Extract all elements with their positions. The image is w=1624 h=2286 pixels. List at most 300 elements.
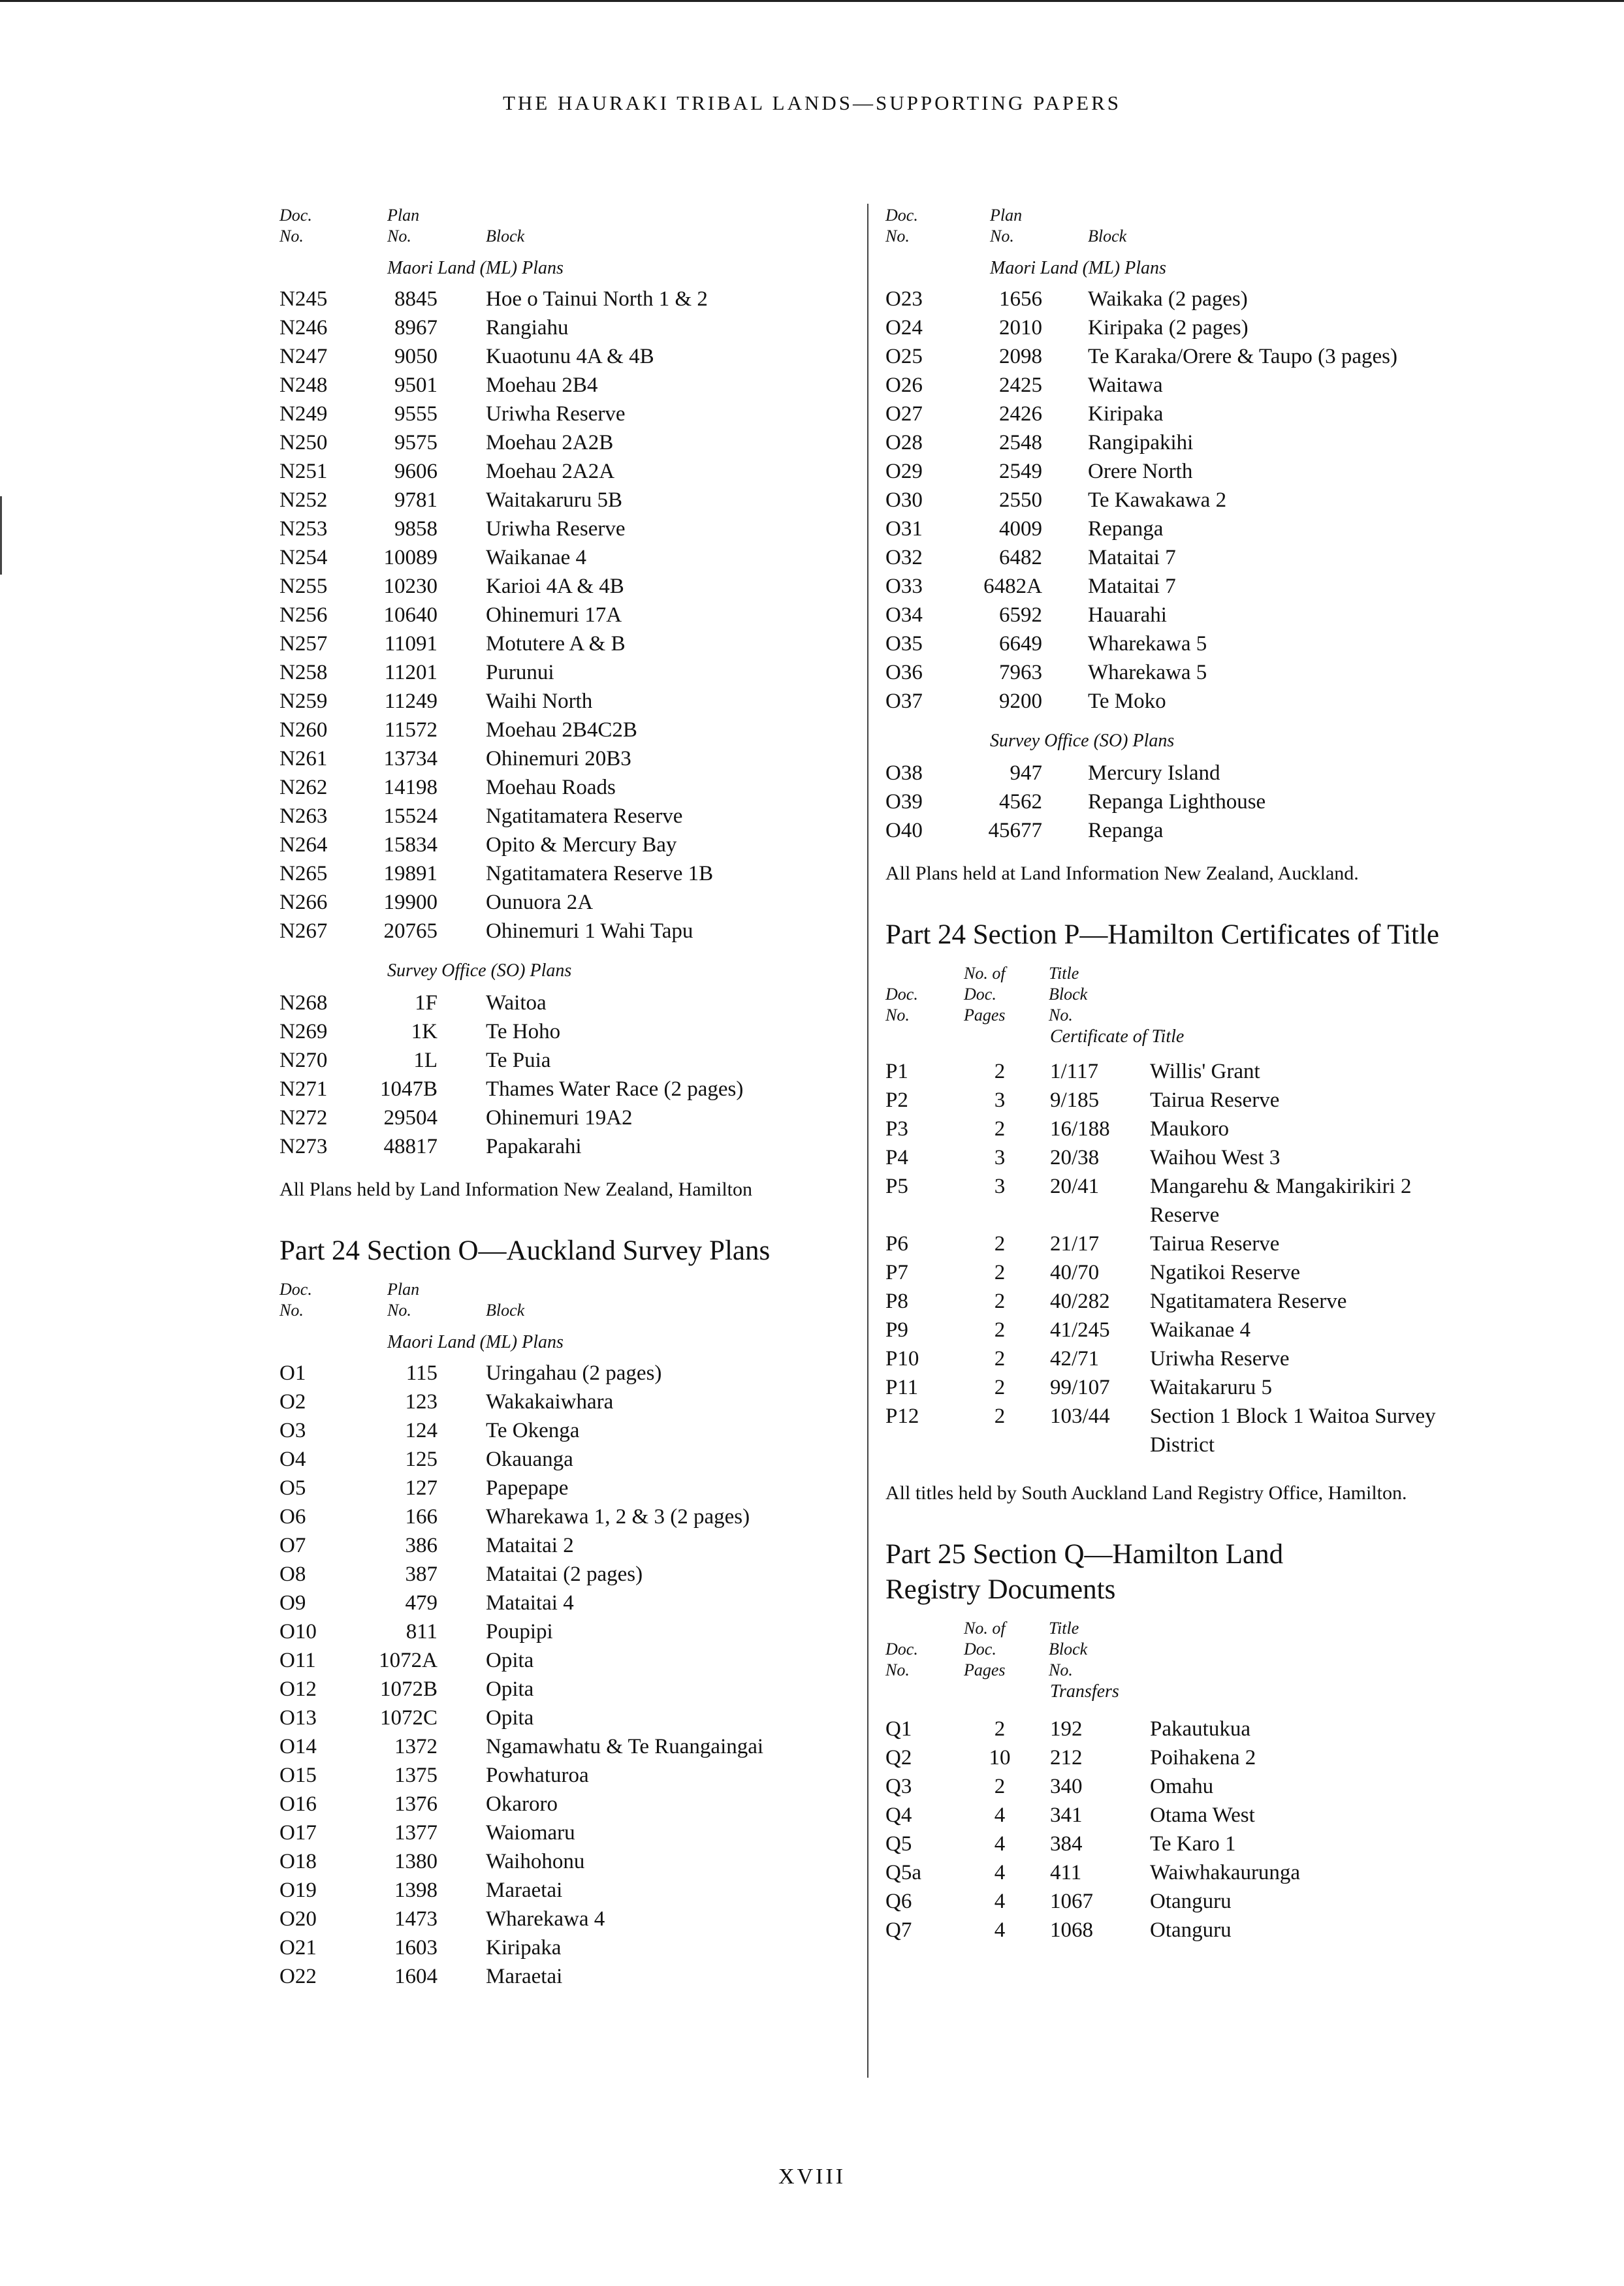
table-row [885, 1258, 1486, 1287]
page-count: 3 [994, 1088, 1006, 1112]
page-count: 2 [994, 1775, 1006, 1798]
table-row [279, 1675, 867, 1704]
title-name: Waihou West 3 [1150, 1146, 1281, 1169]
doc-number: O38 [885, 761, 923, 785]
doc-number: O13 [279, 1706, 317, 1730]
block-name: Okaroro [486, 1792, 558, 1816]
block-name: Orere North [1088, 460, 1193, 483]
block-name: Te Kawakawa 2 [1088, 488, 1227, 512]
block-name: Waihi North [486, 690, 593, 713]
plan-number: 15834 [383, 833, 438, 857]
plan-number: 386 [405, 1534, 438, 1557]
doc-number: O15 [279, 1764, 317, 1787]
plan-number: 11091 [384, 632, 438, 656]
title-block-number: 1/117 [1050, 1060, 1098, 1083]
table-row [885, 687, 1486, 716]
block-name: Repanga [1088, 819, 1164, 842]
doc-number: O22 [279, 1965, 317, 1988]
title-name: Section 1 Block 1 Waitoa Survey [1150, 1405, 1436, 1428]
doc-number: N263 [279, 804, 328, 828]
doc-number: O35 [885, 632, 923, 656]
plan-number: 387 [405, 1563, 438, 1586]
doc-number: O34 [885, 603, 923, 627]
plan-number: 9781 [394, 488, 438, 512]
table-row [279, 1388, 867, 1416]
title-name: Maukoro [1150, 1117, 1229, 1141]
title-name: Waitakaruru 5 [1150, 1376, 1273, 1399]
block-name: Moehau 2B4C2B [486, 718, 637, 742]
doc-number: O32 [885, 546, 923, 569]
block-name: Te Hoho [486, 1020, 561, 1043]
doc-number: N256 [279, 603, 328, 627]
table-row [885, 816, 1486, 845]
ml-plans-label: Maori Land (ML) Plans [387, 1332, 564, 1352]
block-name: Rangipakihi [1088, 431, 1194, 454]
doc-number: N259 [279, 690, 328, 713]
plan-number: 9555 [394, 402, 438, 426]
table-row [885, 342, 1486, 371]
table-row [279, 989, 867, 1017]
plan-number: 45677 [988, 819, 1042, 842]
plan-number: 127 [405, 1476, 438, 1500]
doc-number: O29 [885, 460, 923, 483]
title-block-number: 192 [1050, 1717, 1083, 1741]
table-row [279, 888, 867, 917]
block-name: Karioi 4A & 4B [486, 575, 624, 598]
table-row [279, 572, 867, 601]
doc-number: P9 [885, 1318, 908, 1342]
plan-number: 10089 [383, 546, 438, 569]
table-row [885, 313, 1486, 342]
doc-number: O6 [279, 1505, 306, 1529]
title-block-number: 40/70 [1050, 1261, 1100, 1284]
doc-number: N271 [279, 1077, 328, 1101]
doc-number: P6 [885, 1232, 908, 1256]
table-row [279, 515, 867, 543]
block-name: Repanga Lighthouse [1088, 790, 1266, 814]
plan-number: 6482A [983, 575, 1042, 598]
block-name: Ounuora 2A [486, 891, 594, 914]
doc-number: N261 [279, 747, 328, 770]
title-block-number: 1068 [1050, 1918, 1093, 1942]
block-name: Te Puia [486, 1049, 551, 1072]
block-name: Mataitai (2 pages) [486, 1563, 643, 1586]
block-name: Waitakaruru 5B [486, 488, 623, 512]
doc-number: O14 [279, 1735, 317, 1758]
page-number: XVIII [778, 2165, 846, 2189]
title-block-number: 20/41 [1050, 1175, 1100, 1198]
plan-number: 1F [415, 991, 438, 1015]
section-q-header [885, 1617, 1486, 1682]
plan-number: 9606 [394, 460, 438, 483]
title-name: Pakautukua [1150, 1717, 1250, 1741]
plan-number: 4009 [999, 517, 1042, 541]
doc-number: O21 [279, 1936, 317, 1960]
plan-number: 947 [1010, 761, 1042, 785]
plan-number: 1473 [394, 1907, 438, 1931]
doc-number: O28 [885, 431, 923, 454]
title-block-number: 40/282 [1050, 1290, 1110, 1313]
table-row [885, 601, 1486, 629]
plan-number: 1398 [394, 1879, 438, 1902]
table-row [279, 1103, 867, 1132]
doc-number: P2 [885, 1088, 908, 1112]
block-name: Opito & Mercury Bay [486, 833, 677, 857]
section-o-cont-so-rows [885, 759, 1486, 845]
block-name: Waitawa [1088, 373, 1163, 397]
doc-number: N268 [279, 991, 328, 1015]
plan-number: 1072B [379, 1677, 438, 1701]
table-row [279, 658, 867, 687]
title-name: Ngatitamatera Reserve [1150, 1290, 1347, 1313]
page-count: 4 [994, 1803, 1006, 1827]
block-name: Wharekawa 1, 2 & 3 (2 pages) [486, 1505, 750, 1529]
table-row [885, 1373, 1486, 1402]
block-name: Powhaturoa [486, 1764, 589, 1787]
block-name: Te Karaka/Orere & Taupo (3 pages) [1088, 345, 1397, 368]
section-n-ml-rows [279, 285, 867, 945]
plan-number: 14198 [383, 776, 438, 799]
doc-number: O7 [279, 1534, 306, 1557]
section-p-header [885, 962, 1486, 1027]
certificate-label: Certificate of Title [1050, 1026, 1185, 1047]
block-name: Ohinemuri 20B3 [486, 747, 631, 770]
table-row [279, 859, 867, 888]
doc-number: P1 [885, 1060, 908, 1083]
section-o-cont-header [885, 204, 1486, 249]
page-count: 2 [994, 1405, 1006, 1428]
table-row [279, 428, 867, 457]
plan-number: 1380 [394, 1850, 438, 1873]
plan-number: 1375 [394, 1764, 438, 1787]
doc-pages-header: No. of Doc. Pages [964, 1619, 1006, 1679]
doc-number: Q6 [885, 1890, 912, 1913]
block-name: Te Okenga [486, 1419, 580, 1442]
block-name: Kiripaka [486, 1936, 562, 1960]
plan-number: 10640 [383, 603, 438, 627]
doc-number: N262 [279, 776, 328, 799]
plan-number: 124 [405, 1419, 438, 1442]
title-block-number: 9/185 [1050, 1088, 1100, 1112]
title-block-number: 42/71 [1050, 1347, 1100, 1371]
section-n-so-rows [279, 989, 867, 1161]
plan-number: 1656 [999, 287, 1042, 311]
title-name: Tairua Reserve [1150, 1232, 1280, 1256]
plan-number: 1604 [394, 1965, 438, 1988]
page-count: 2 [994, 1060, 1006, 1083]
title-block-number: 341 [1050, 1803, 1083, 1827]
table-row [885, 1715, 1486, 1743]
doc-number: O17 [279, 1821, 317, 1845]
plan-number: 9050 [394, 345, 438, 368]
block-name: Moehau 2A2B [486, 431, 614, 454]
table-row [279, 486, 867, 515]
doc-number: N254 [279, 546, 328, 569]
section-n-table [279, 204, 867, 1203]
plan-number: 1K [411, 1020, 438, 1043]
plan-number: 8845 [394, 287, 438, 311]
doc-number: P12 [885, 1405, 919, 1428]
table-row [279, 1933, 867, 1962]
block-header: Block [486, 227, 525, 246]
table-row [885, 515, 1486, 543]
block-name: Uriwha Reserve [486, 402, 626, 426]
block-name: Wharekawa 5 [1088, 661, 1207, 684]
section-o-header [279, 1278, 867, 1324]
doc-number: O30 [885, 488, 923, 512]
plan-number: 9575 [394, 431, 438, 454]
title-block-number: 1067 [1050, 1890, 1093, 1913]
table-row [279, 1474, 867, 1502]
plan-number: 48817 [383, 1135, 438, 1158]
title-name: Otanguru [1150, 1890, 1232, 1913]
plan-number: 479 [405, 1591, 438, 1615]
block-name: Wharekawa 4 [486, 1907, 605, 1931]
plan-number: 2425 [999, 373, 1042, 397]
plan-number: 2549 [999, 460, 1042, 483]
table-row [279, 1790, 867, 1818]
table-row [885, 1830, 1486, 1858]
doc-no-header: Doc. No. [885, 1640, 918, 1679]
table-row [279, 1017, 867, 1046]
doc-number: N272 [279, 1106, 328, 1130]
table-row [279, 744, 867, 773]
doc-number: O25 [885, 345, 923, 368]
plan-number: 6649 [999, 632, 1042, 656]
title-name: Omahu [1150, 1775, 1214, 1798]
page-count: 4 [994, 1861, 1006, 1884]
plan-number: 9858 [394, 517, 438, 541]
section-o-heading: Part 24 Section O—Auckland Survey Plans [279, 1235, 771, 1266]
plan-number: 1072A [379, 1649, 438, 1672]
section-o-rows [279, 1359, 867, 1991]
section-q-rows [885, 1715, 1486, 1945]
block-name: Ngamawhatu & Te Ruangaingai [486, 1735, 764, 1758]
plan-number: 1376 [394, 1792, 438, 1816]
block-name: Waihohonu [486, 1850, 585, 1873]
doc-number: O19 [279, 1879, 317, 1902]
doc-number: O18 [279, 1850, 317, 1873]
block-name: Waitoa [486, 991, 547, 1015]
right-column [885, 204, 1486, 1945]
doc-number: O33 [885, 575, 923, 598]
title-block-number: 41/245 [1050, 1318, 1110, 1342]
table-row [885, 629, 1486, 658]
doc-number: O5 [279, 1476, 306, 1500]
plan-number: 2548 [999, 431, 1042, 454]
doc-number: Q2 [885, 1746, 912, 1770]
left-column [279, 204, 867, 1991]
doc-number: Q5a [885, 1861, 921, 1884]
block-header: Block [486, 1301, 525, 1320]
block-name: Ngatitamatera Reserve [486, 804, 683, 828]
table-row [885, 1086, 1486, 1115]
table-row [279, 716, 867, 744]
doc-number: O31 [885, 517, 923, 541]
page-count: 2 [994, 1376, 1006, 1399]
doc-number: O16 [279, 1792, 317, 1816]
plan-number: 123 [405, 1390, 438, 1414]
doc-number: O37 [885, 690, 923, 713]
plan-number: 10230 [383, 575, 438, 598]
table-row [885, 1287, 1486, 1316]
table-row [279, 1962, 867, 1991]
title-name-continued: Reserve [1150, 1203, 1220, 1227]
plan-number: 7963 [999, 661, 1042, 684]
doc-number: P4 [885, 1146, 908, 1169]
doc-number: N260 [279, 718, 328, 742]
plan-number: 2426 [999, 402, 1042, 426]
table-row [279, 342, 867, 371]
ml-plans-label: Maori Land (ML) Plans [990, 258, 1166, 278]
plan-number: 20765 [383, 919, 438, 943]
block-name: Rangiahu [486, 316, 569, 340]
title-block-number: 16/188 [1050, 1117, 1110, 1141]
doc-number: O27 [885, 402, 923, 426]
table-row [885, 1402, 1486, 1459]
table-row [885, 1230, 1486, 1258]
page-count: 4 [994, 1832, 1006, 1856]
so-plans-label: Survey Office (SO) Plans [990, 731, 1175, 751]
page-count: 3 [994, 1175, 1006, 1198]
doc-number: N265 [279, 862, 328, 885]
doc-number: O24 [885, 316, 923, 340]
block-name: Ohinemuri 19A2 [486, 1106, 633, 1130]
table-row [279, 1416, 867, 1445]
doc-number: N253 [279, 517, 328, 541]
table-row [279, 1046, 867, 1075]
block-name: Papakarahi [486, 1135, 582, 1158]
block-name: Mataitai 7 [1088, 546, 1176, 569]
table-row [279, 543, 867, 572]
plan-number: 115 [406, 1361, 438, 1385]
block-name: Papepape [486, 1476, 569, 1500]
doc-number: N266 [279, 891, 328, 914]
title-name: Uriwha Reserve [1150, 1347, 1290, 1371]
table-row [279, 601, 867, 629]
doc-number: Q5 [885, 1832, 912, 1856]
table-row [885, 1143, 1486, 1172]
plan-number: 6592 [999, 603, 1042, 627]
doc-number: N270 [279, 1049, 328, 1072]
table-row [279, 773, 867, 802]
title-block-number: 340 [1050, 1775, 1083, 1798]
doc-number: N269 [279, 1020, 328, 1043]
table-row [279, 1704, 867, 1732]
table-row [279, 917, 867, 945]
block-name: Moehau Roads [486, 776, 616, 799]
table-row [279, 371, 867, 400]
table-row [885, 1172, 1486, 1230]
doc-number: N251 [279, 460, 328, 483]
section-o-table [279, 1278, 867, 1991]
page-count: 2 [994, 1318, 1006, 1342]
block-name: Ohinemuri 1 Wahi Tapu [486, 919, 693, 943]
plan-no-header: Plan No. [387, 1280, 420, 1320]
table-row [279, 1847, 867, 1876]
title-block-header: Title Block No. [1049, 964, 1088, 1024]
section-o-cont-note: All Plans held at Land Information New Zealand, Auckland. [885, 863, 1359, 884]
page-count: 3 [994, 1146, 1006, 1169]
title-name: Te Karo 1 [1150, 1832, 1236, 1856]
doc-number: O2 [279, 1390, 306, 1414]
plan-number: 4562 [999, 790, 1042, 814]
title-block-number: 384 [1050, 1832, 1083, 1856]
title-block-number: 99/107 [1050, 1376, 1110, 1399]
top-rule [0, 0, 1624, 2]
plan-number: 1372 [394, 1735, 438, 1758]
table-row [279, 831, 867, 859]
doc-number: N258 [279, 661, 328, 684]
plan-number: 9200 [999, 690, 1042, 713]
table-row [279, 1732, 867, 1761]
table-row [885, 1344, 1486, 1373]
table-row [279, 1075, 867, 1103]
table-row [279, 629, 867, 658]
table-row [885, 1115, 1486, 1143]
doc-number: N267 [279, 919, 328, 943]
section-q-table [885, 1617, 1486, 1945]
section-q-heading: Part 25 Section Q—Hamilton Land Registry Documents [885, 1539, 1284, 1605]
block-name: Te Moko [1088, 690, 1166, 713]
section-p-rows [885, 1057, 1486, 1459]
block-name: Mataitai 7 [1088, 575, 1176, 598]
title-block-number: 21/17 [1050, 1232, 1100, 1256]
doc-number: O26 [885, 373, 923, 397]
plan-number: 2550 [999, 488, 1042, 512]
table-row [885, 371, 1486, 400]
page-count: 2 [994, 1232, 1006, 1256]
transfers-label: Transfers [1050, 1681, 1119, 1702]
plan-number: 19900 [383, 891, 438, 914]
block-name: Uriwha Reserve [486, 517, 626, 541]
block-name: Maraetai [486, 1879, 563, 1902]
doc-number: O20 [279, 1907, 317, 1931]
table-row [885, 1743, 1486, 1772]
block-name: Maraetai [486, 1965, 563, 1988]
doc-number: O11 [279, 1649, 316, 1672]
block-name: Kuaotunu 4A & 4B [486, 345, 654, 368]
block-name: Hauarahi [1088, 603, 1167, 627]
title-name-continued: District [1150, 1433, 1215, 1457]
doc-number: P5 [885, 1175, 908, 1198]
table-row [279, 1876, 867, 1905]
title-name: Otama West [1150, 1803, 1255, 1827]
plan-number: 13734 [383, 747, 438, 770]
table-row [885, 1887, 1486, 1916]
block-name: Mercury Island [1088, 761, 1220, 785]
table-row [885, 486, 1486, 515]
doc-number: N250 [279, 431, 328, 454]
table-row [885, 759, 1486, 787]
block-name: Repanga [1088, 517, 1164, 541]
doc-number: N257 [279, 632, 328, 656]
doc-number: P11 [885, 1376, 919, 1399]
block-name: Kiripaka (2 pages) [1088, 316, 1249, 340]
plan-no-header: Plan No. [990, 206, 1023, 246]
plan-number: 811 [406, 1620, 438, 1643]
table-row [279, 313, 867, 342]
plan-number: 1377 [394, 1821, 438, 1845]
plan-number: 11249 [384, 690, 438, 713]
page-count: 4 [994, 1918, 1006, 1942]
title-name: Ngatikoi Reserve [1150, 1261, 1301, 1284]
doc-number: O39 [885, 790, 923, 814]
title-name: Tairua Reserve [1150, 1088, 1280, 1112]
block-name: Moehau 2A2A [486, 460, 615, 483]
doc-number: N249 [279, 402, 328, 426]
so-plans-label: Survey Office (SO) Plans [387, 960, 572, 981]
